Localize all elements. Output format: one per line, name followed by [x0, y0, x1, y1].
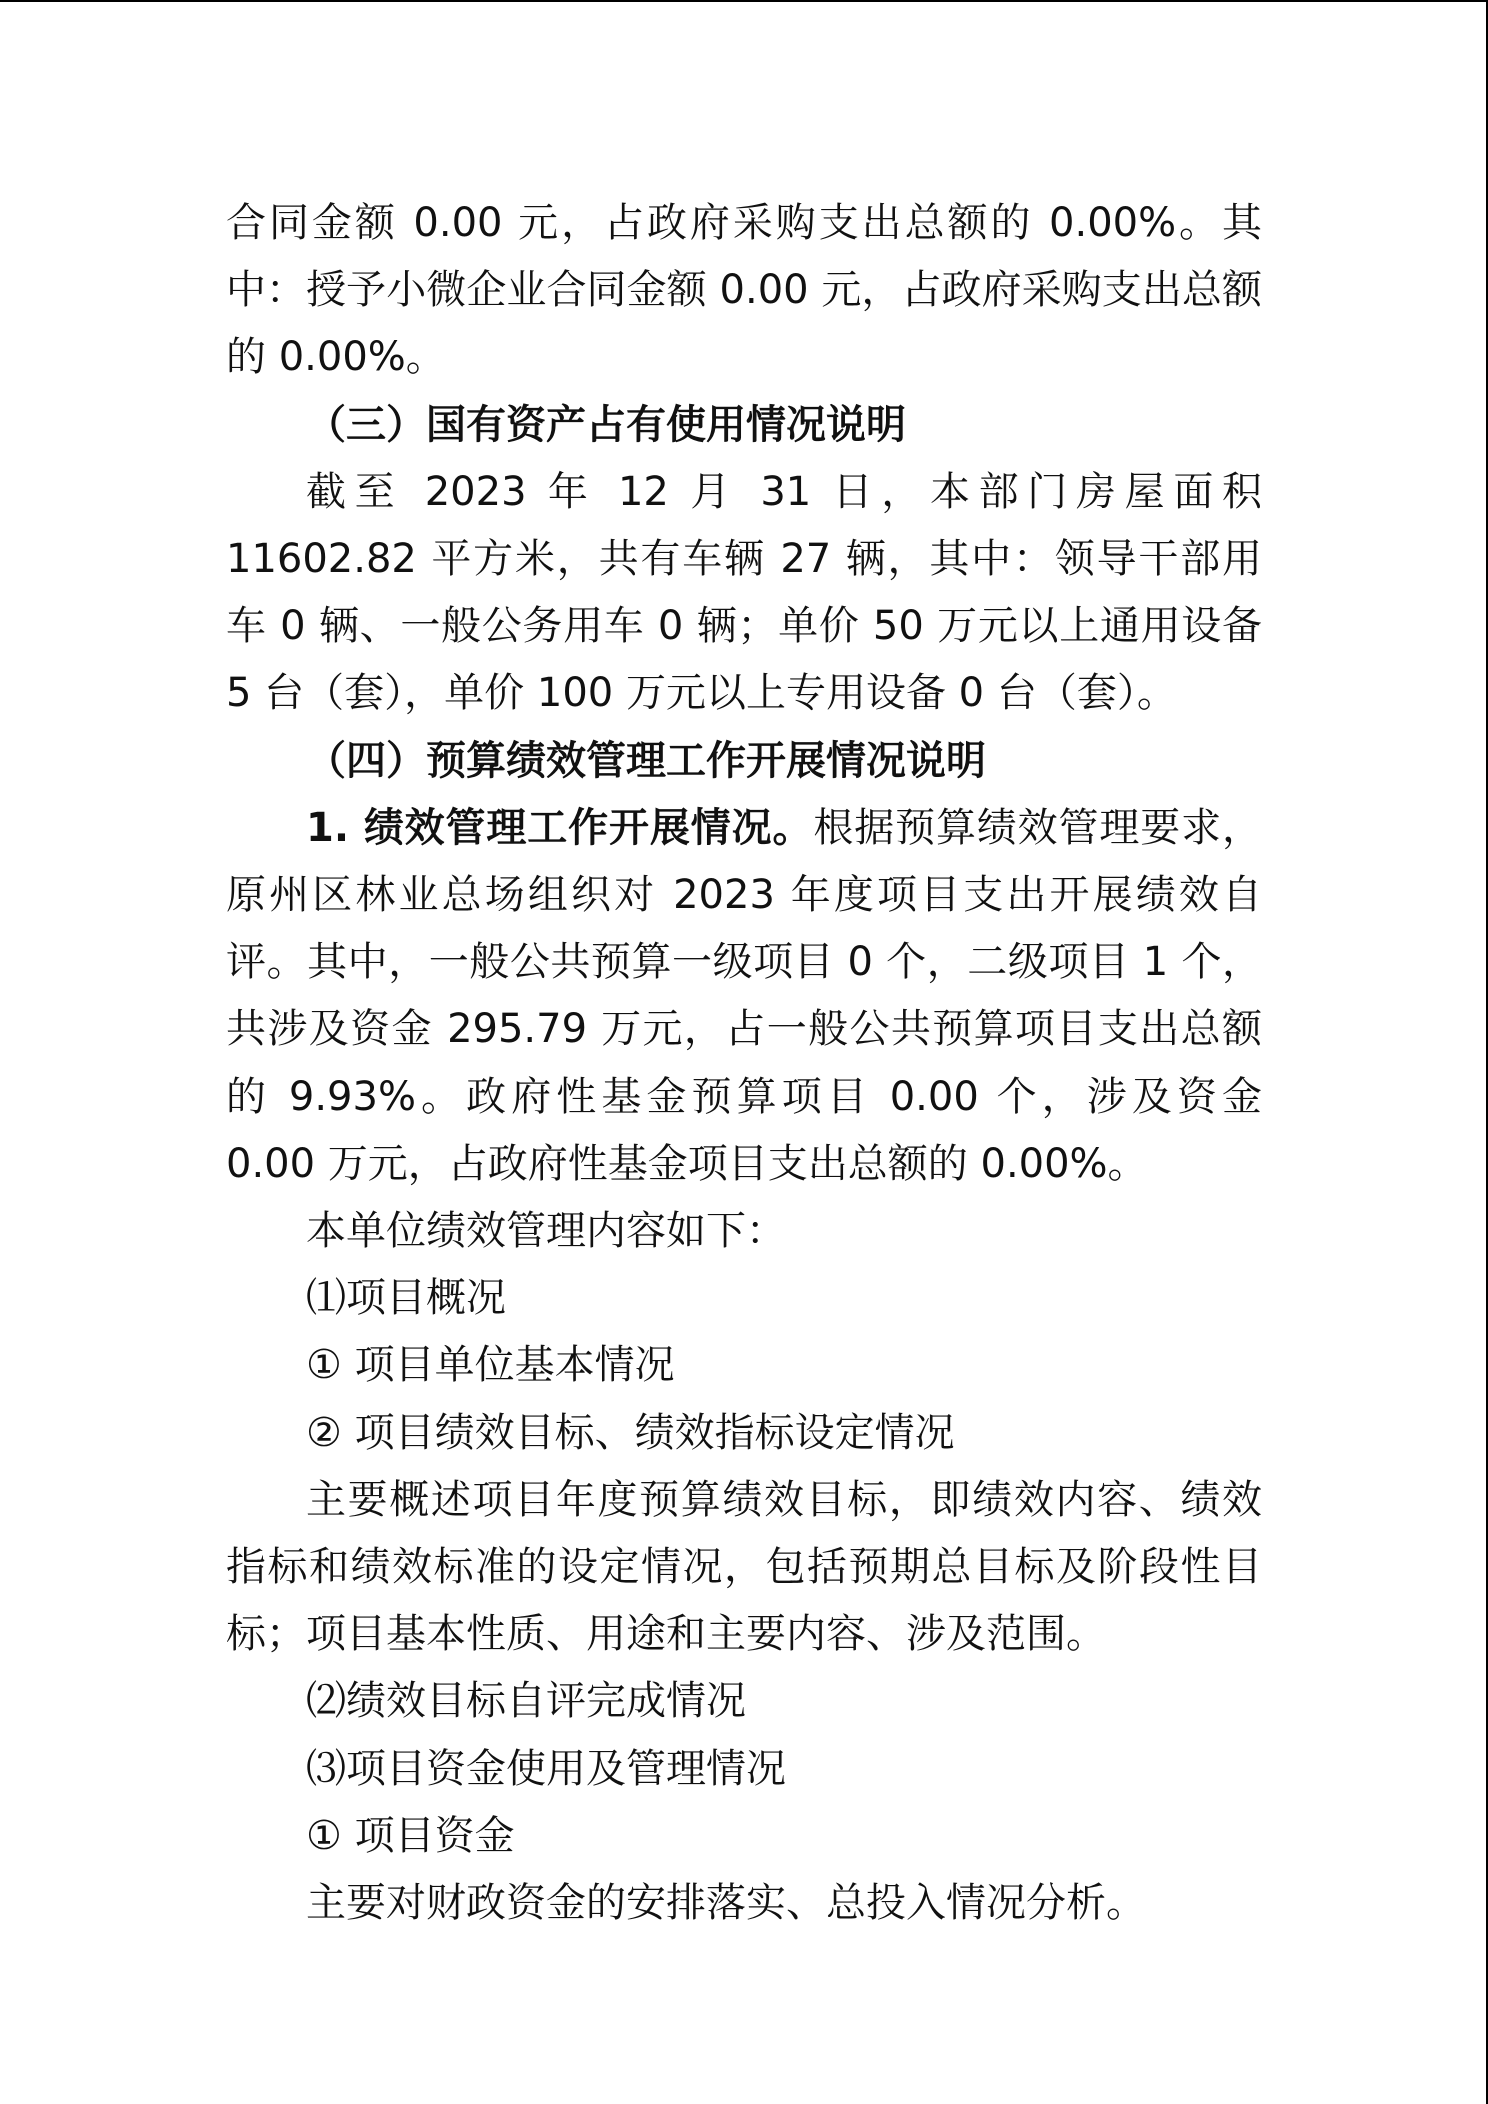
- list-item-unit-basics: ① 项目单位基本情况: [306, 1342, 675, 1389]
- paragraph-assets: 截至 2023 年 12 月 31 日，本部门房屋面积 11602.82 平方米，共有车辆 27 辆，其中：领导干部用车 0 辆、一般公务用车 0 辆；单价 50 万元以上通用设备 5 台（套），单价 100 万元以上专用设备 0 台（套）。: [226, 468, 1262, 717]
- list-item-self-evaluation: ⑵绩效目标自评完成情况: [306, 1678, 746, 1725]
- heading-state-assets: （三）国有资产占有使用情况说明: [306, 401, 906, 448]
- paragraph-performance: [226, 795, 1262, 1198]
- paragraph-procurement: 合同金额 0.00 元，占政府采购支出总额的 0.00%。其中：授予小微企业合同金额 0.00 元，占政府采购支出总额的 0.00%。: [226, 200, 1262, 381]
- heading-performance-management: （四）预算绩效管理工作开展情况说明: [306, 737, 986, 784]
- paragraph-goal-description: 主要概述项目年度预算绩效目标，即绩效内容、绩效指标和绩效标准的设定情况，包括预期总目标及阶段性目标；项目基本性质、用途和主要内容、涉及范围。: [226, 1476, 1262, 1658]
- list-item-fund-usage: ⑶项目资金使用及管理情况: [306, 1745, 786, 1792]
- list-item-goal-setting: ② 项目绩效目标、绩效指标设定情况: [306, 1409, 955, 1456]
- document-body: [226, 190, 1262, 1937]
- paragraph-content-intro: 本单位绩效管理内容如下：: [306, 1208, 786, 1255]
- paragraph-fund-analysis: 主要对财政资金的安排落实、总投入情况分析。: [306, 1880, 1146, 1927]
- list-item-project-overview: ⑴项目概况: [306, 1275, 506, 1322]
- paragraph-performance-lead: 1. 绩效管理工作开展情况。: [306, 804, 814, 851]
- paragraph-performance-body: 根据预算绩效管理要求，原州区林业总场组织对 2023 年度项目支出开展绩效自评。其中，一般公共预算一级项目 0 个，二级项目 1 个，共涉及资金 295.79 万元，占一般公共预算项目支出总额的 9.93%。政府性基金预算项目 0.00 个，涉及资金 0.00 万元，占政府性基金项目支出总额的 0.00%。: [226, 804, 1263, 1187]
- list-item-project-funds: ① 项目资金: [306, 1812, 515, 1859]
